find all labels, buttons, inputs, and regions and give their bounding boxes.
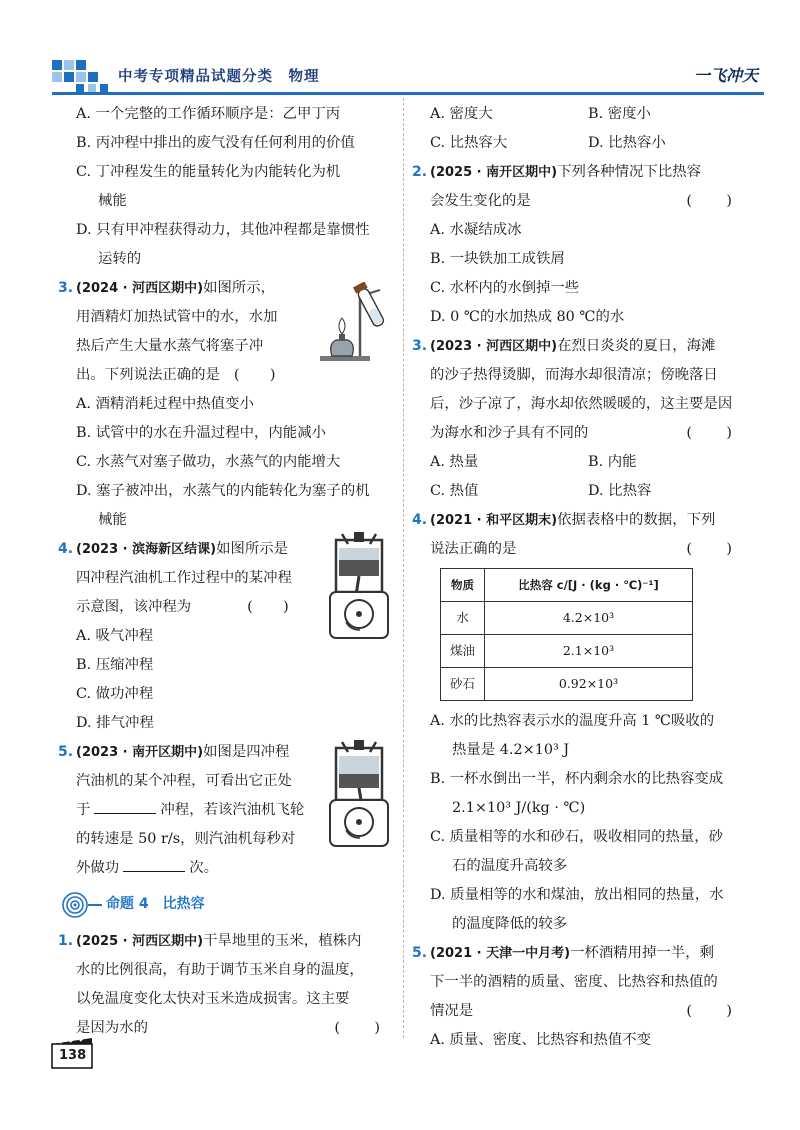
question-text: 依据表格中的数据，下列 [557, 512, 716, 528]
question-text: 会发生变化的是 [430, 193, 531, 209]
header-rule [52, 92, 764, 95]
option: C. 比热容大 [430, 135, 508, 151]
question-source: (2024 · 河西区期中) [76, 281, 204, 296]
page-number-badge [50, 1036, 96, 1070]
answer-parentheses: ( ) [686, 541, 742, 557]
question-text: 下列各种情况下比热容 [557, 164, 701, 180]
option: D. 0 ℃的水加热成 80 ℃的水 [430, 309, 625, 325]
question-text: 后，沙子凉了，海水却依然暖暖的，这主要是因 [430, 396, 733, 412]
table-row [441, 602, 693, 635]
question-number: 3. [412, 338, 428, 354]
answer-parentheses: ( ) [686, 193, 742, 209]
header-title: 中考专项精品试题分类 物理 [118, 69, 320, 85]
question-2-right [412, 158, 746, 332]
table-cell: 砂石 [441, 668, 485, 701]
table-header-row [441, 569, 693, 602]
table-row [441, 635, 693, 668]
question-source: (2021 · 天津一中月考) [430, 946, 571, 961]
target-icon [62, 892, 88, 918]
specific-heat-table [440, 568, 693, 701]
option: D. 塞子被冲出，水蒸气的内能转化为塞子的机 [76, 483, 370, 499]
header-brand-logo: 一飞冲天 [693, 66, 758, 85]
question-text: 情况是 [430, 1003, 474, 1019]
question-source: (2023 · 南开区期中) [76, 745, 204, 760]
question-text: 热后产生大量水蒸气将塞子冲 [76, 338, 264, 354]
question-text: 的转速是 50 r/s，则汽油机每秒对 [76, 831, 296, 847]
question-number: 4. [412, 512, 428, 528]
question-4-right [412, 506, 746, 939]
table-cell: 4.2×10³ [485, 602, 693, 635]
option: C. 丁冲程发生的能量转化为内能转化为机 [76, 164, 341, 180]
question-text: 如图是四冲程 [203, 744, 290, 760]
page-number: 138 [59, 1048, 87, 1063]
topic-title: 命题 4 比热容 [106, 896, 205, 912]
question-text: 于 [76, 802, 91, 818]
question-text: 在烈日炎炎的夏日，海滩 [557, 338, 716, 354]
right-column [412, 100, 746, 1055]
question-number: 1. [58, 933, 74, 949]
question-source: (2021 · 和平区期末) [430, 513, 558, 528]
option: B. 一块铁加工成铁屑 [430, 251, 565, 267]
table-header: 物质 [441, 569, 485, 602]
question-text: 示意图，该冲程为 [76, 599, 192, 615]
question-text: 为海水和沙子具有不同的 [430, 425, 589, 441]
option-continued: 石的温度升高较多 [452, 858, 568, 874]
question-text: 外做功 [76, 860, 120, 876]
option-continued: 运转的 [98, 251, 142, 267]
page-header [52, 58, 764, 94]
option: A. 热量 [430, 454, 479, 470]
arrow-icon [88, 904, 102, 906]
question-text: 干旱地里的玉米，植株内 [203, 933, 362, 949]
option: A. 酒精消耗过程中热值变小 [76, 396, 254, 412]
table-cell: 2.1×10³ [485, 635, 693, 668]
question-text: 次。 [189, 860, 218, 876]
answer-parentheses: ( ) [233, 367, 284, 383]
test-tube-heating-figure [314, 282, 394, 364]
option: D. 比热容 [588, 483, 652, 499]
table-cell: 水 [441, 602, 485, 635]
table-cell: 0.92×10³ [485, 668, 693, 701]
option-continued: 械能 [98, 193, 127, 209]
question-text: 是因为水的 [76, 1020, 148, 1036]
option: A. 水凝结成冰 [430, 222, 522, 238]
answer-parentheses: ( ) [686, 425, 742, 441]
question-text: 用酒精灯加热试管中的水，水加 [76, 309, 278, 325]
option: B. 内能 [588, 454, 637, 470]
fill-blank[interactable] [123, 854, 185, 872]
question-source: (2023 · 滨海新区结课) [76, 542, 217, 557]
question-text: 下一半的酒精的质量、密度、比热容和热值的 [430, 974, 718, 990]
question-3-right [412, 332, 746, 506]
option: A. 一个完整的工作循环顺序是：乙甲丁丙 [76, 106, 341, 122]
option: B. 丙冲程中排出的废气没有任何利用的价值 [76, 135, 355, 151]
question-source: (2025 · 南开区期中) [430, 165, 558, 180]
option: D. 比热容小 [588, 135, 666, 151]
question-text: 的沙子热得烫脚，而海水却很清凉；傍晚落日 [430, 367, 718, 383]
option: D. 排气冲程 [76, 715, 154, 731]
option: A. 吸气冲程 [76, 628, 154, 644]
question-5-right [412, 939, 746, 1055]
answer-parentheses: ( ) [247, 599, 297, 615]
question-text: 以免温度变化太快对玉米造成损害。这主要 [76, 991, 350, 1007]
option: B. 试管中的水在升温过程中，内能减小 [76, 425, 326, 441]
option: C. 水蒸气对塞子做功，水蒸气的内能增大 [76, 454, 341, 470]
option: D. 只有甲冲程获得动力，其他冲程都是靠惯性 [76, 222, 370, 238]
question-number: 5. [412, 945, 428, 961]
table-row [441, 668, 693, 701]
option-continued: 械能 [98, 512, 127, 528]
question-source: (2023 · 河西区期中) [430, 339, 558, 354]
question-text: 说法正确的是 [430, 541, 517, 557]
option-continued: 2.1×10³ J/(kg · ℃) [452, 800, 586, 816]
question-number: 3. [58, 280, 74, 296]
option: C. 做功冲程 [76, 686, 154, 702]
column-divider [403, 98, 404, 1038]
option-continued: 热量是 4.2×10³ J [452, 742, 570, 758]
option: C. 质量相等的水和砂石，吸收相同的热量，砂 [430, 829, 724, 845]
answer-parentheses: ( ) [686, 1003, 742, 1019]
question-number: 4. [58, 541, 74, 557]
question-number: 2. [412, 164, 428, 180]
option: A. 密度大 [430, 106, 493, 122]
table-header: 比热容 c/[J · (kg · ℃)⁻¹] [485, 569, 693, 602]
fill-blank[interactable] [94, 796, 156, 814]
question-text: 汽油机的某个冲程，可看出它正处 [76, 773, 292, 789]
question-number: 5. [58, 744, 74, 760]
question-text: 出。下列说法正确的是 [76, 367, 220, 383]
option: D. 质量相等的水和煤油，放出相同的热量，水 [430, 887, 724, 903]
option-continued: 的温度降低的较多 [452, 916, 568, 932]
option: B. 压缩冲程 [76, 657, 154, 673]
question-text: 如图所示是 [216, 541, 289, 557]
option: B. 一杯水倒出一半，杯内剩余水的比热容变成 [430, 771, 724, 787]
question-1-left [58, 927, 394, 1043]
option: B. 密度小 [588, 106, 651, 122]
question-source: (2025 · 河西区期中) [76, 934, 204, 949]
option: A. 质量、密度、比热容和热值不变 [430, 1032, 652, 1048]
topic-heading [58, 889, 394, 923]
answer-parentheses: ( ) [334, 1020, 390, 1036]
question-text: 水的比例很高，有助于调节玉米自身的温度， [76, 962, 364, 978]
header-decoration [52, 60, 114, 92]
option: C. 水杯内的水倒掉一些 [430, 280, 580, 296]
option: A. 水的比热容表示水的温度升高 1 ℃吸收的 [430, 713, 715, 729]
option: C. 热值 [430, 483, 479, 499]
engine-stroke-figure-1 [326, 530, 392, 642]
table-cell: 煤油 [441, 635, 485, 668]
question-text: 一杯酒精用掉一半，剩 [570, 945, 714, 961]
question-text: 如图所示， [203, 280, 276, 296]
question-text: 四冲程汽油机工作过程中的某冲程 [76, 570, 292, 586]
question-text: 冲程，若该汽油机飞轮 [160, 802, 305, 818]
engine-stroke-figure-2 [326, 738, 392, 850]
